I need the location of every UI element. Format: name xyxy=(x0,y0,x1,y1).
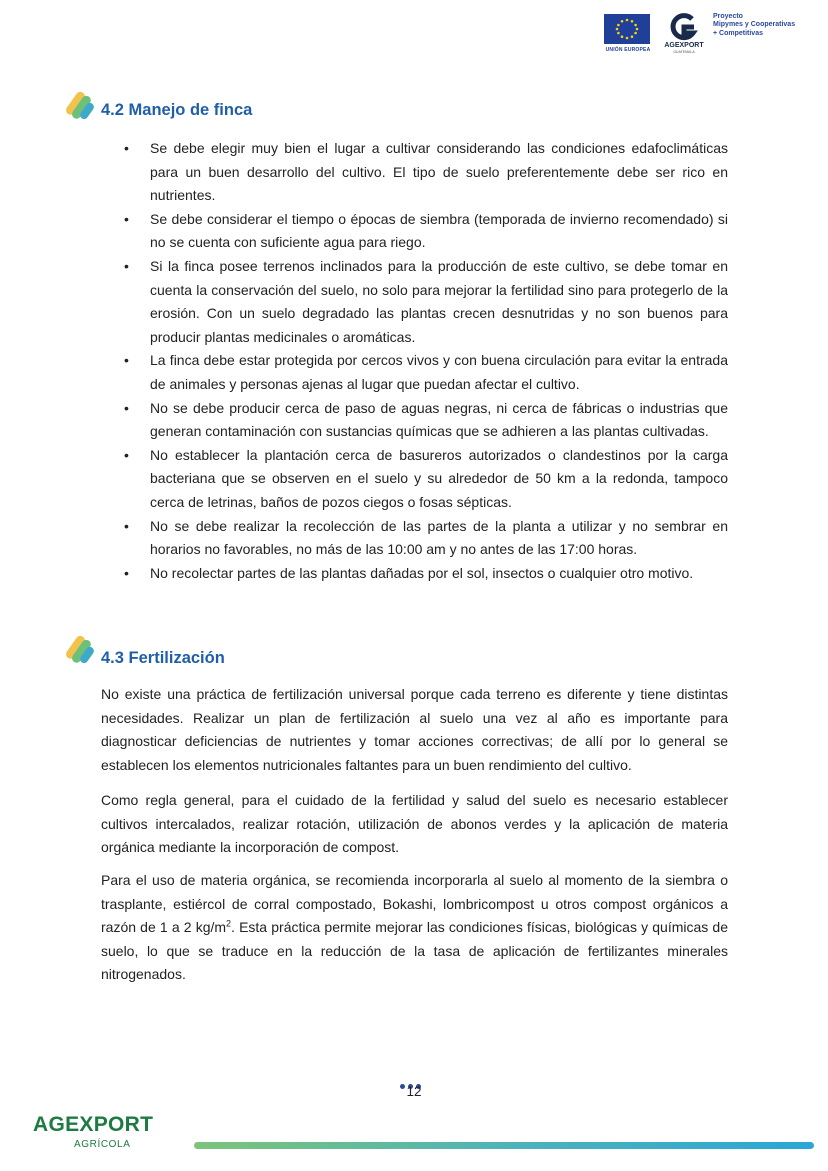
list-item xyxy=(122,397,728,444)
page-number: 12 xyxy=(406,1084,422,1099)
section-heading-4-3: 4.3 Fertilización xyxy=(101,649,225,667)
section-heading-4-2: 4.2 Manejo de finca xyxy=(101,101,253,119)
header-logos xyxy=(600,10,820,58)
footer-brand: AGEXPORT xyxy=(33,1113,154,1136)
list-item xyxy=(122,349,728,396)
bullet-icon: • xyxy=(124,446,129,463)
list-item-text: Se debe considerar el tiempo o épocas de siembra (temporada de invierno recomendado) si no se cuenta con suficiente agua para riego. xyxy=(150,210,728,251)
list-item-text: Si la finca posee terrenos inclinados para la producción de este cultivo, se debe tomar en cuenta la conservación del suelo, no solo para mejorar la fertilidad sino para protegerlo de la erosión. Con un suelo degradado las plantas crecen desnutridas y no son buenos para producir plantas medicinales o aromáticas. xyxy=(150,257,728,345)
list-item xyxy=(122,515,728,562)
list-item-text: Se debe elegir muy bien el lugar a cultivar considerando las condiciones edafoclimáticas para un buen desarrollo del cultivo. El tipo de suelo preferentemente debe ser rico en nutrientes. xyxy=(150,140,728,204)
list-item-text: No establecer la plantación cerca de basureros autorizados o clandestinos por la carga bacteriana que se observen en el suelo y su alrededor de 50 km a la redonda, tampoco cerca de letrinas, baños de pozos ciegos o fosas sépticas. xyxy=(150,446,728,510)
superscript: 2 xyxy=(226,918,232,929)
list-item xyxy=(122,444,728,515)
list-item xyxy=(122,137,728,208)
page-dots-icon xyxy=(400,1076,428,1082)
list-item-text: No recolectar partes de las plantas dañadas por el sol, insectos o cualquier otro motivo. xyxy=(150,564,694,581)
project-line: Mipymes y Cooperativas xyxy=(713,21,796,29)
bullet-icon: • xyxy=(124,140,129,156)
agexport-name: AGEXPORT xyxy=(664,42,704,49)
eu-label: UNIÓN EUROPEA xyxy=(605,47,651,53)
bullet-icon: • xyxy=(124,352,129,369)
list-item xyxy=(122,562,728,586)
project-line: Proyecto xyxy=(713,13,743,20)
list-item xyxy=(122,255,728,349)
bullet-icon: • xyxy=(124,257,129,274)
bullet-icon: • xyxy=(124,210,129,227)
eu-flag-icon xyxy=(604,14,650,44)
project-line: + Competitivas xyxy=(713,29,763,37)
paragraph-fertilizacion-2: Como regla general, para el cuidado de la fertilidad y salud del suelo es necesario establecer cultivos intercalados, realizar rotación, utilización de abonos verdes y la aplicación de materia orgánica mediante la incorporación de compost. xyxy=(101,792,728,856)
list-item-text: La finca debe estar protegida por cercos vivos y con buena circulación para evitar la entrada de animales y personas ajenas al lugar que puedan afectar el cultivo. xyxy=(150,352,728,392)
bullet-icon: • xyxy=(124,399,129,416)
section-leaf-icon xyxy=(62,88,96,126)
agexport-sub: GUATEMALA xyxy=(673,50,695,54)
paragraph-text: Para el uso de materia orgánica, se recomienda incorporarla al suelo al momento de la siembra o trasplante, estiércol de corral compostado, Bokashi, lombricompost u otros compost orgánicos a razón de 1 a 2 kg/m xyxy=(101,872,728,936)
section-leaf-icon xyxy=(62,632,96,670)
bullet-icon: • xyxy=(124,564,129,581)
agexport-logo-icon xyxy=(666,12,700,42)
list-item xyxy=(122,208,728,255)
footer-brand-sub: AGRÍCOLA xyxy=(74,1139,131,1150)
bullet-icon: • xyxy=(124,517,129,534)
footer-gradient-bar xyxy=(194,1142,814,1149)
paragraph-fertilizacion-1: No existe una práctica de fertilización universal porque cada terreno es diferente y tiene distintas necesidades. Realizar un plan de fertilización al suelo una vez al año es importante para diagnosticar deficiencias de nutrientes y tomar acciones correctivas; de allí por lo general se establecen los elementos nutricionales faltantes para un buen rendimiento del cultivo. xyxy=(101,686,728,773)
paragraph-text: . Esta práctica permite mejorar las condiciones físicas, biológicas y químicas de suelo, lo que se traduce en la reducción de la tasa de aplicación de fertilizantes minerales nitrogenados. xyxy=(101,919,728,983)
list-item-text: No se debe realizar la recolección de las partes de la planta a utilizar y no sembrar en horarios no favorables, no más de las 10:00 am y no antes de las 17:00 horas. xyxy=(150,517,728,558)
list-item-text: No se debe producir cerca de paso de aguas negras, ni cerca de fábricas o industrias que generan contaminación con sustancias químicas que se adhieren a las plantas cultivadas. xyxy=(150,399,728,440)
project-label xyxy=(713,13,823,38)
paragraph-fertilizacion-3 xyxy=(101,869,728,987)
bullet-list-manejo-finca xyxy=(122,137,728,585)
